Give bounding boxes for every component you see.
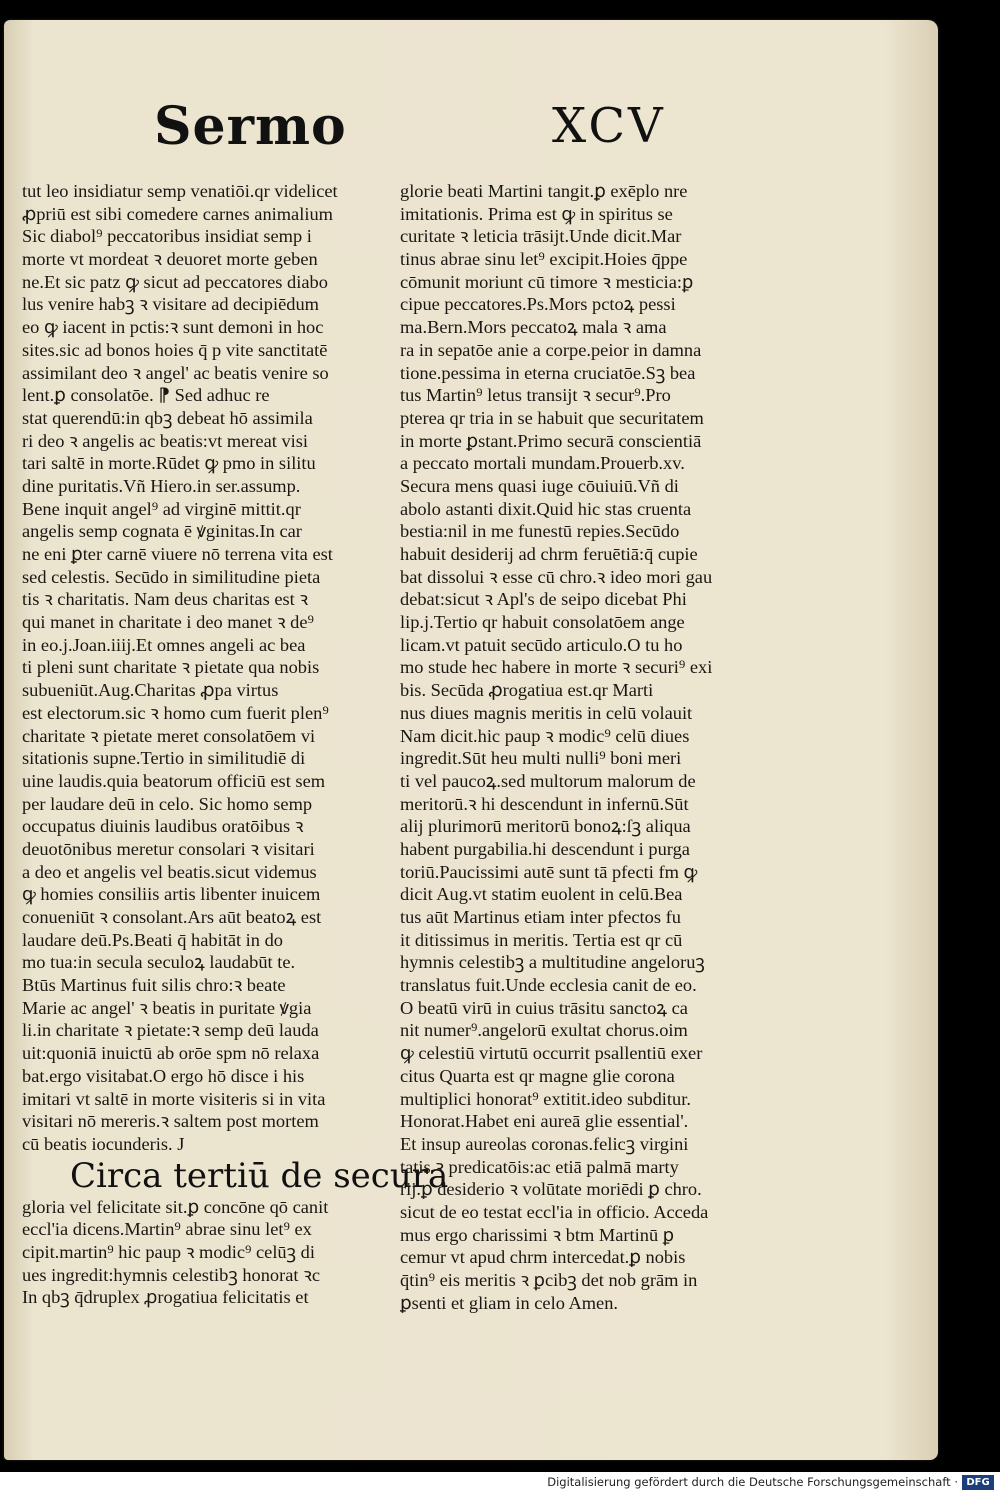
- text-line: pterea qr tria in se habuit que securitatem: [400, 407, 704, 428]
- text-line: q̄tin⁹ eis meritis ꝛ ꝑcibꝫ det nob grām in: [400, 1270, 698, 1290]
- text-line: citus Quarta est qr magne glie corona: [400, 1065, 675, 1086]
- text-line: mo tua:in secula seculoꝝ laudabūt te.: [22, 952, 296, 973]
- text-line: Marie ac angel' ꝛ beatis in puritate ꝟgia: [22, 997, 312, 1018]
- text-line: lip.j.Tertio qr habuit consolatōem ange: [400, 612, 685, 633]
- text-line: hymnis celestibꝫ a multitudine angeloruꝫ: [400, 952, 705, 973]
- text-line: alij plurimorū meritorū bonoꝝ:ſꝫ aliqua: [400, 816, 691, 837]
- text-line: In qbꝫ q̄druplex ꝓrogatiua felicitatis et: [22, 1287, 309, 1308]
- text-line: ues ingredit:hymnis celestibꝫ honorat ꝛc: [22, 1264, 320, 1285]
- right-column: [400, 180, 785, 1314]
- text-line: angelis semp cognata ē ꝟginitas.In car: [22, 521, 302, 542]
- text-line: a peccato mortali mundam.Prouerb.xv.: [400, 453, 685, 474]
- text-line: ri deo ꝛ angelis ac beatis:vt mereat visi: [22, 430, 309, 451]
- text-line: lent.ꝑ consolatōe. ⁋ Sed adhuc re: [22, 385, 270, 406]
- text-line: occupatus diuinis laudibus oratōibus ꝛ: [22, 816, 304, 837]
- text-line: ra in sepatōe anie a corpe.peior in damna: [400, 339, 702, 360]
- text-line: imitari vt saltē in morte visiteris si in vita: [22, 1088, 326, 1109]
- text-line: sitationis supne.Tertio in similitudiē di: [22, 748, 306, 769]
- funding-notice: Digitalisierung gefördert durch die Deutsche Forschungsgemeinschaft ·: [547, 1475, 958, 1489]
- text-line: a deo et angelis vel beatis.sicut videmus: [22, 861, 317, 882]
- text-line: charitate ꝛ pietate meret consolatōem vi: [22, 725, 316, 746]
- dfg-logo: DFG: [962, 1475, 994, 1490]
- text-line: cipue peccatores.Ps.Mors pctoꝝ pessi: [400, 294, 676, 315]
- text-line: tione.pessima in eterna cruciatōe.Sꝫ bea: [400, 362, 696, 383]
- text-line: Et insup aureolas coronas.felicꝫ virgini: [400, 1133, 689, 1154]
- text-line: tatis ꝛ predicatōis:ac etiā palmā marty: [400, 1156, 679, 1177]
- text-line: tus aūt Martinus etiam inter pfectos fu: [400, 907, 681, 927]
- left-column: [22, 180, 449, 1309]
- text-line: eo ꝙ iacent in pctis:ꝛ sunt demoni in hoc: [22, 317, 324, 338]
- text-line: ꝑsenti et gliam in celo Amen.: [400, 1292, 619, 1313]
- text-line: O beatū virū in cuius trāsitu sanctoꝝ ca: [400, 997, 688, 1018]
- text-line: rij.ꝑ desiderio ꝛ volūtate moriēdi ꝑ chro.: [400, 1179, 702, 1200]
- text-line: nus diues magnis meritis in celū volauit: [400, 702, 693, 723]
- text-line: tinus abrae sinu let⁹ excipit.Hoies q̄ppe: [400, 249, 688, 270]
- text-line: est electorum.sic ꝛ homo cum fuerit plen⁹: [22, 702, 329, 723]
- text-line: qui manet in charitate i deo manet ꝛ de⁹: [22, 612, 314, 633]
- text-line: uine laudis.quia beatorum officiū est sem: [22, 770, 326, 791]
- text-line: in morte ꝑstant.Primo securā conscientiā: [400, 430, 702, 451]
- book-page: [4, 20, 938, 1460]
- text-line: mus ergo charissimi ꝛ btm Martinū ꝑ: [400, 1224, 675, 1245]
- footer-bar: [0, 1472, 1000, 1494]
- text-line: assimilant deo ꝛ angel' ac beatis venire so: [22, 362, 329, 383]
- text-line: Nam dicit.hic paup ꝛ modic⁹ celū diues: [400, 725, 690, 746]
- text-line: stat querendū:in qbꝫ debeat hō assimila: [22, 407, 313, 428]
- text-line: licam.vt patuit secūdo articulo.O tu ho: [400, 634, 683, 655]
- text-line: cemur vt apud chrm intercedat.ꝑ nobis: [400, 1247, 686, 1268]
- text-line: uit:quoniā inuictū ab orōe spm nō relaxa: [22, 1043, 320, 1064]
- text-line: conueniūt ꝛ consolant.Ars aūt beatoꝝ est: [22, 907, 322, 927]
- text-line: bat.ergo visitabat.O ergo hō disce i his: [22, 1065, 305, 1086]
- text-line: multiplici honorat⁹ extitit.ideo subditur.: [400, 1088, 691, 1109]
- text-line: per laudare deū in celo. Sic homo semp: [22, 793, 313, 814]
- text-line: ꝙ celestiū virtutū occurrit psallentiū exer: [400, 1043, 703, 1064]
- text-line: tari saltē in morte.Rūdet ꝙ pmo in silitu: [22, 453, 316, 474]
- text-line: ti pleni sunt charitate ꝛ pietate qua nobis: [22, 657, 320, 678]
- text-line: ne eni ꝑter carnē viuere nō terrena vita est: [22, 544, 333, 564]
- text-line: it ditissimus in meritis. Tertia est qr cū: [400, 929, 683, 950]
- text-line: lus venire habꝫ ꝛ visitare ad decipiēdum: [22, 294, 319, 315]
- text-line: subueniūt.Aug.Charitas ꝓpa virtus: [22, 680, 279, 701]
- page-header: [4, 96, 938, 176]
- text-line: mo stude hec habere in morte ꝛ securi⁹ exi: [400, 657, 713, 678]
- text-line: bis. Secūda ꝓrogatiua est.qr Marti: [400, 680, 654, 701]
- text-line: ne.Et sic patz ꝙ sicut ad peccatores diabo: [22, 271, 328, 292]
- text-line: bat dissolui ꝛ esse cū chro.ꝛ ideo mori gau: [400, 566, 713, 587]
- text-line: deuotōnibus meretur consolari ꝛ visitari: [22, 838, 315, 859]
- text-line: abolo astanti dixit.Quid hic stas cruenta: [400, 498, 692, 519]
- text-line: visitari nō mereris.ꝛ saltem post mortem: [22, 1111, 319, 1132]
- text-line: cōmunit moriunt cū timore ꝛ mesticia:ꝑ: [400, 271, 694, 292]
- folio-number: XCV: [552, 98, 666, 154]
- section-heading: Circa tertiū de secura: [70, 1155, 449, 1196]
- text-line: Bene inquit angel⁹ ad virginē mittit.qr: [22, 498, 301, 519]
- text-line: ꝓpriū est sibi comedere carnes animalium: [22, 203, 333, 224]
- text-line: bestia:nil in me funestū repies.Secūdo: [400, 521, 680, 542]
- text-line: glorie beati Martini tangit.ꝑ exēplo nre: [400, 181, 688, 201]
- text-line: tut leo insidiatur semp venatiōi.qr videlicet: [22, 181, 338, 201]
- text-line: morte vt mordeat ꝛ deuoret morte geben: [22, 249, 318, 270]
- text-line: cū beatis iocunderis. J: [22, 1133, 185, 1154]
- text-line: meritorū.ꝛ hi descendunt in infernū.Sūt: [400, 793, 689, 814]
- text-line: sed celestis. Secūdo in similitudine pieta: [22, 566, 321, 587]
- text-line: Honorat.Habet eni aureā glie essential'.: [400, 1111, 689, 1132]
- text-line: tis ꝛ charitatis. Nam deus charitas est ꝛ: [22, 589, 309, 610]
- text-line: dicit Aug.vt statim euolent in celū.Bea: [400, 884, 683, 905]
- text-line: li.in charitate ꝛ pietate:ꝛ semp deū lauda: [22, 1020, 319, 1041]
- text-line: Btūs Martinus fuit silis chro:ꝛ beate: [22, 975, 286, 996]
- text-line: sicut de eo testat eccl'ia in officio. Acceda: [400, 1201, 709, 1222]
- text-line: tus Martin⁹ letus transijt ꝛ secur⁹.Pro: [400, 385, 671, 406]
- text-line: toriū.Paucissimi autē sunt tā pfecti fm ꝙ: [400, 861, 698, 882]
- text-line: ti vel paucoꝝ.sed multorum malorum de: [400, 770, 696, 791]
- text-line: cipit.martin⁹ hic paup ꝛ modic⁹ celūꝫ di: [22, 1241, 315, 1262]
- text-line: habuit desiderij ad chrm feruētiā:q̄ cupie: [400, 544, 698, 564]
- text-line: Secura mens quasi iuge cōuiuiū.Vñ di: [400, 475, 679, 496]
- text-line: sites.sic ad bonos hoies q̄ p vite sanctitatē: [22, 339, 328, 360]
- text-line: nit numer⁹.angelorū exultat chorus.oim: [400, 1020, 688, 1041]
- text-line: habent purgabilia.hi descendunt i purga: [400, 838, 690, 859]
- text-line: laudare deū.Ps.Beati q̄ habitāt in do: [22, 929, 283, 950]
- text-line: ingredit.Sūt heu multi nulli⁹ boni meri: [400, 748, 682, 769]
- text-line: gloria vel felicitate sit.ꝑ concōne qō canit: [22, 1196, 329, 1217]
- text-line: imitationis. Prima est ꝙ in spiritus se: [400, 203, 673, 224]
- text-line: translatus fuit.Unde ecclesia canit de eo.: [400, 975, 697, 996]
- text-line: Sic diabol⁹ peccatoribus insidiat semp i: [22, 226, 312, 247]
- text-line: debat:sicut ꝛ Apl's de seipo dicebat Phi: [400, 589, 687, 610]
- text-line: dine puritatis.Vñ Hiero.in ser.assump.: [22, 475, 301, 496]
- text-line: ma.Bern.Mors peccatoꝝ mala ꝛ ama: [400, 317, 667, 338]
- running-title: Sermo: [154, 96, 347, 157]
- text-line: eccl'ia dicens.Martin⁹ abrae sinu let⁹ ex: [22, 1219, 312, 1240]
- text-line: curitate ꝛ leticia trāsijt.Unde dicit.Mar: [400, 226, 682, 247]
- text-line: in eo.j.Joan.iiij.Et omnes angeli ac bea: [22, 634, 306, 655]
- text-line: ꝙ homies consiliis artis libenter inuicem: [22, 884, 321, 905]
